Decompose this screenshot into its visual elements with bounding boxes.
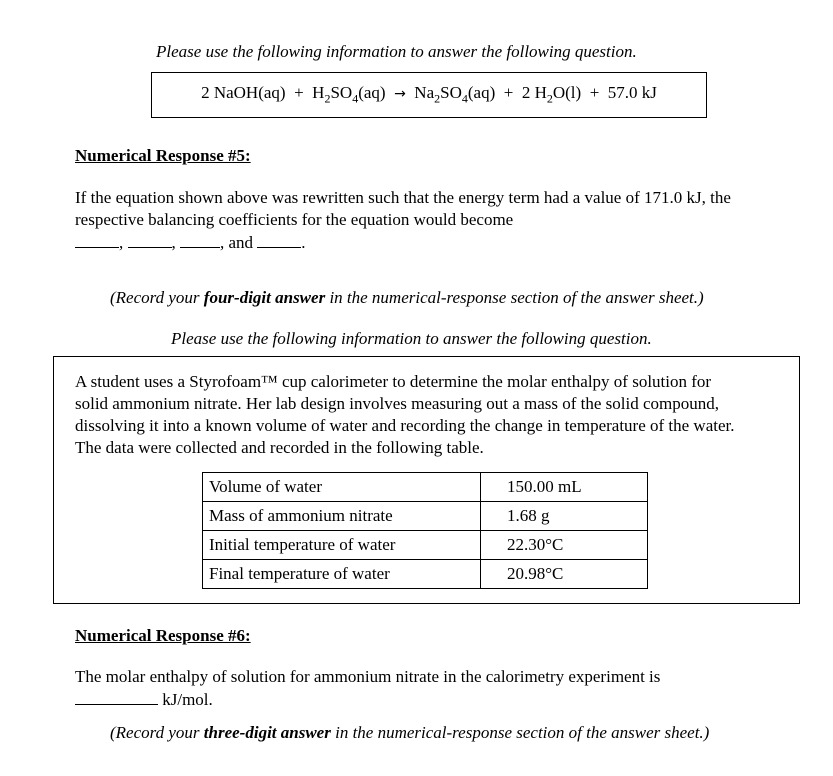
experiment-description xyxy=(75,371,795,459)
plus-sign: + xyxy=(503,83,514,103)
table-row xyxy=(203,473,648,502)
nr6-record-instruction: (Record your three-digit answer in the numerical-response section of the answer sheet.) xyxy=(110,723,710,742)
row-label: Final temperature of water xyxy=(203,560,481,589)
answer-blank-4 xyxy=(257,231,301,248)
answer-blank-1 xyxy=(75,231,119,248)
info-line-3: dissolving it into a known volume of water and recording the change in temperature of the water. xyxy=(75,416,735,435)
row-value: 150.00 mL xyxy=(481,473,648,502)
formula-h2so4: $H_2SO_4(aq)$ xyxy=(312,83,386,106)
row-label: Initial temperature of water xyxy=(203,531,481,560)
info-line-2: solid ammonium nitrate. Her lab design involves measuring out a mass of the solid compound, xyxy=(75,394,720,413)
formula-na2so4: $Na_2SO_4(aq)$ xyxy=(414,83,496,106)
info-line-4: The data were collected and recorded in the following table. xyxy=(75,438,484,457)
row-label: Mass of ammonium nitrate xyxy=(203,502,481,531)
row-value: 1.68 g xyxy=(481,502,648,531)
nr6-question xyxy=(75,666,795,711)
coef-naoh: 2 xyxy=(201,83,210,103)
formula-h2o: $H_2O(l)$ xyxy=(534,83,582,106)
table-row xyxy=(203,502,648,531)
nr6-heading: Numerical Response #6: xyxy=(75,626,251,645)
nr5-blanks: , , , and . xyxy=(75,231,795,254)
coef-h2o: 2 xyxy=(521,83,531,103)
nr5-heading: Numerical Response #5: xyxy=(75,146,251,165)
row-value: 20.98°C xyxy=(481,560,648,589)
info-line-1: A student uses a Styrofoam™ cup calorimeter to determine the molar enthalpy of solution for xyxy=(75,372,712,391)
nr5-line-2: respective balancing coefficients for the equation would become xyxy=(75,210,514,229)
unit-label: kJ/mol. xyxy=(162,690,213,709)
row-value: 22.30°C xyxy=(481,531,648,560)
intro-instruction-2: Please use the following information to answer the following question. xyxy=(171,329,652,348)
equation-box xyxy=(151,72,707,118)
chemical-equation xyxy=(201,83,657,106)
nr5-record-instruction: (Record your four-digit answer in the numerical-response section of the answer sheet.) xyxy=(110,288,704,307)
plus-sign: + xyxy=(589,83,600,103)
nr5-question xyxy=(75,187,795,254)
plus-sign: + xyxy=(294,83,304,103)
nr6-line-1: The molar enthalpy of solution for ammonium nitrate in the calorimetry experiment is xyxy=(75,667,661,686)
intro-instruction-1: Please use the following information to answer the following question. xyxy=(156,42,637,61)
nr5-line-1: If the equation shown above was rewritten such that the energy term had a value of 171.0 kJ, the xyxy=(75,188,731,207)
data-table xyxy=(202,472,648,589)
answer-blank xyxy=(75,688,158,705)
table-row xyxy=(203,560,648,589)
row-label: Volume of water xyxy=(203,473,481,502)
answer-blank-3 xyxy=(180,231,220,248)
table-row xyxy=(203,531,648,560)
energy-term: 57.0 kJ xyxy=(607,83,657,103)
reaction-arrow: → xyxy=(394,86,406,103)
formula-naoh: NaOH(aq) xyxy=(213,83,286,103)
answer-blank-2 xyxy=(128,231,172,248)
nr6-answer-line xyxy=(75,688,795,711)
